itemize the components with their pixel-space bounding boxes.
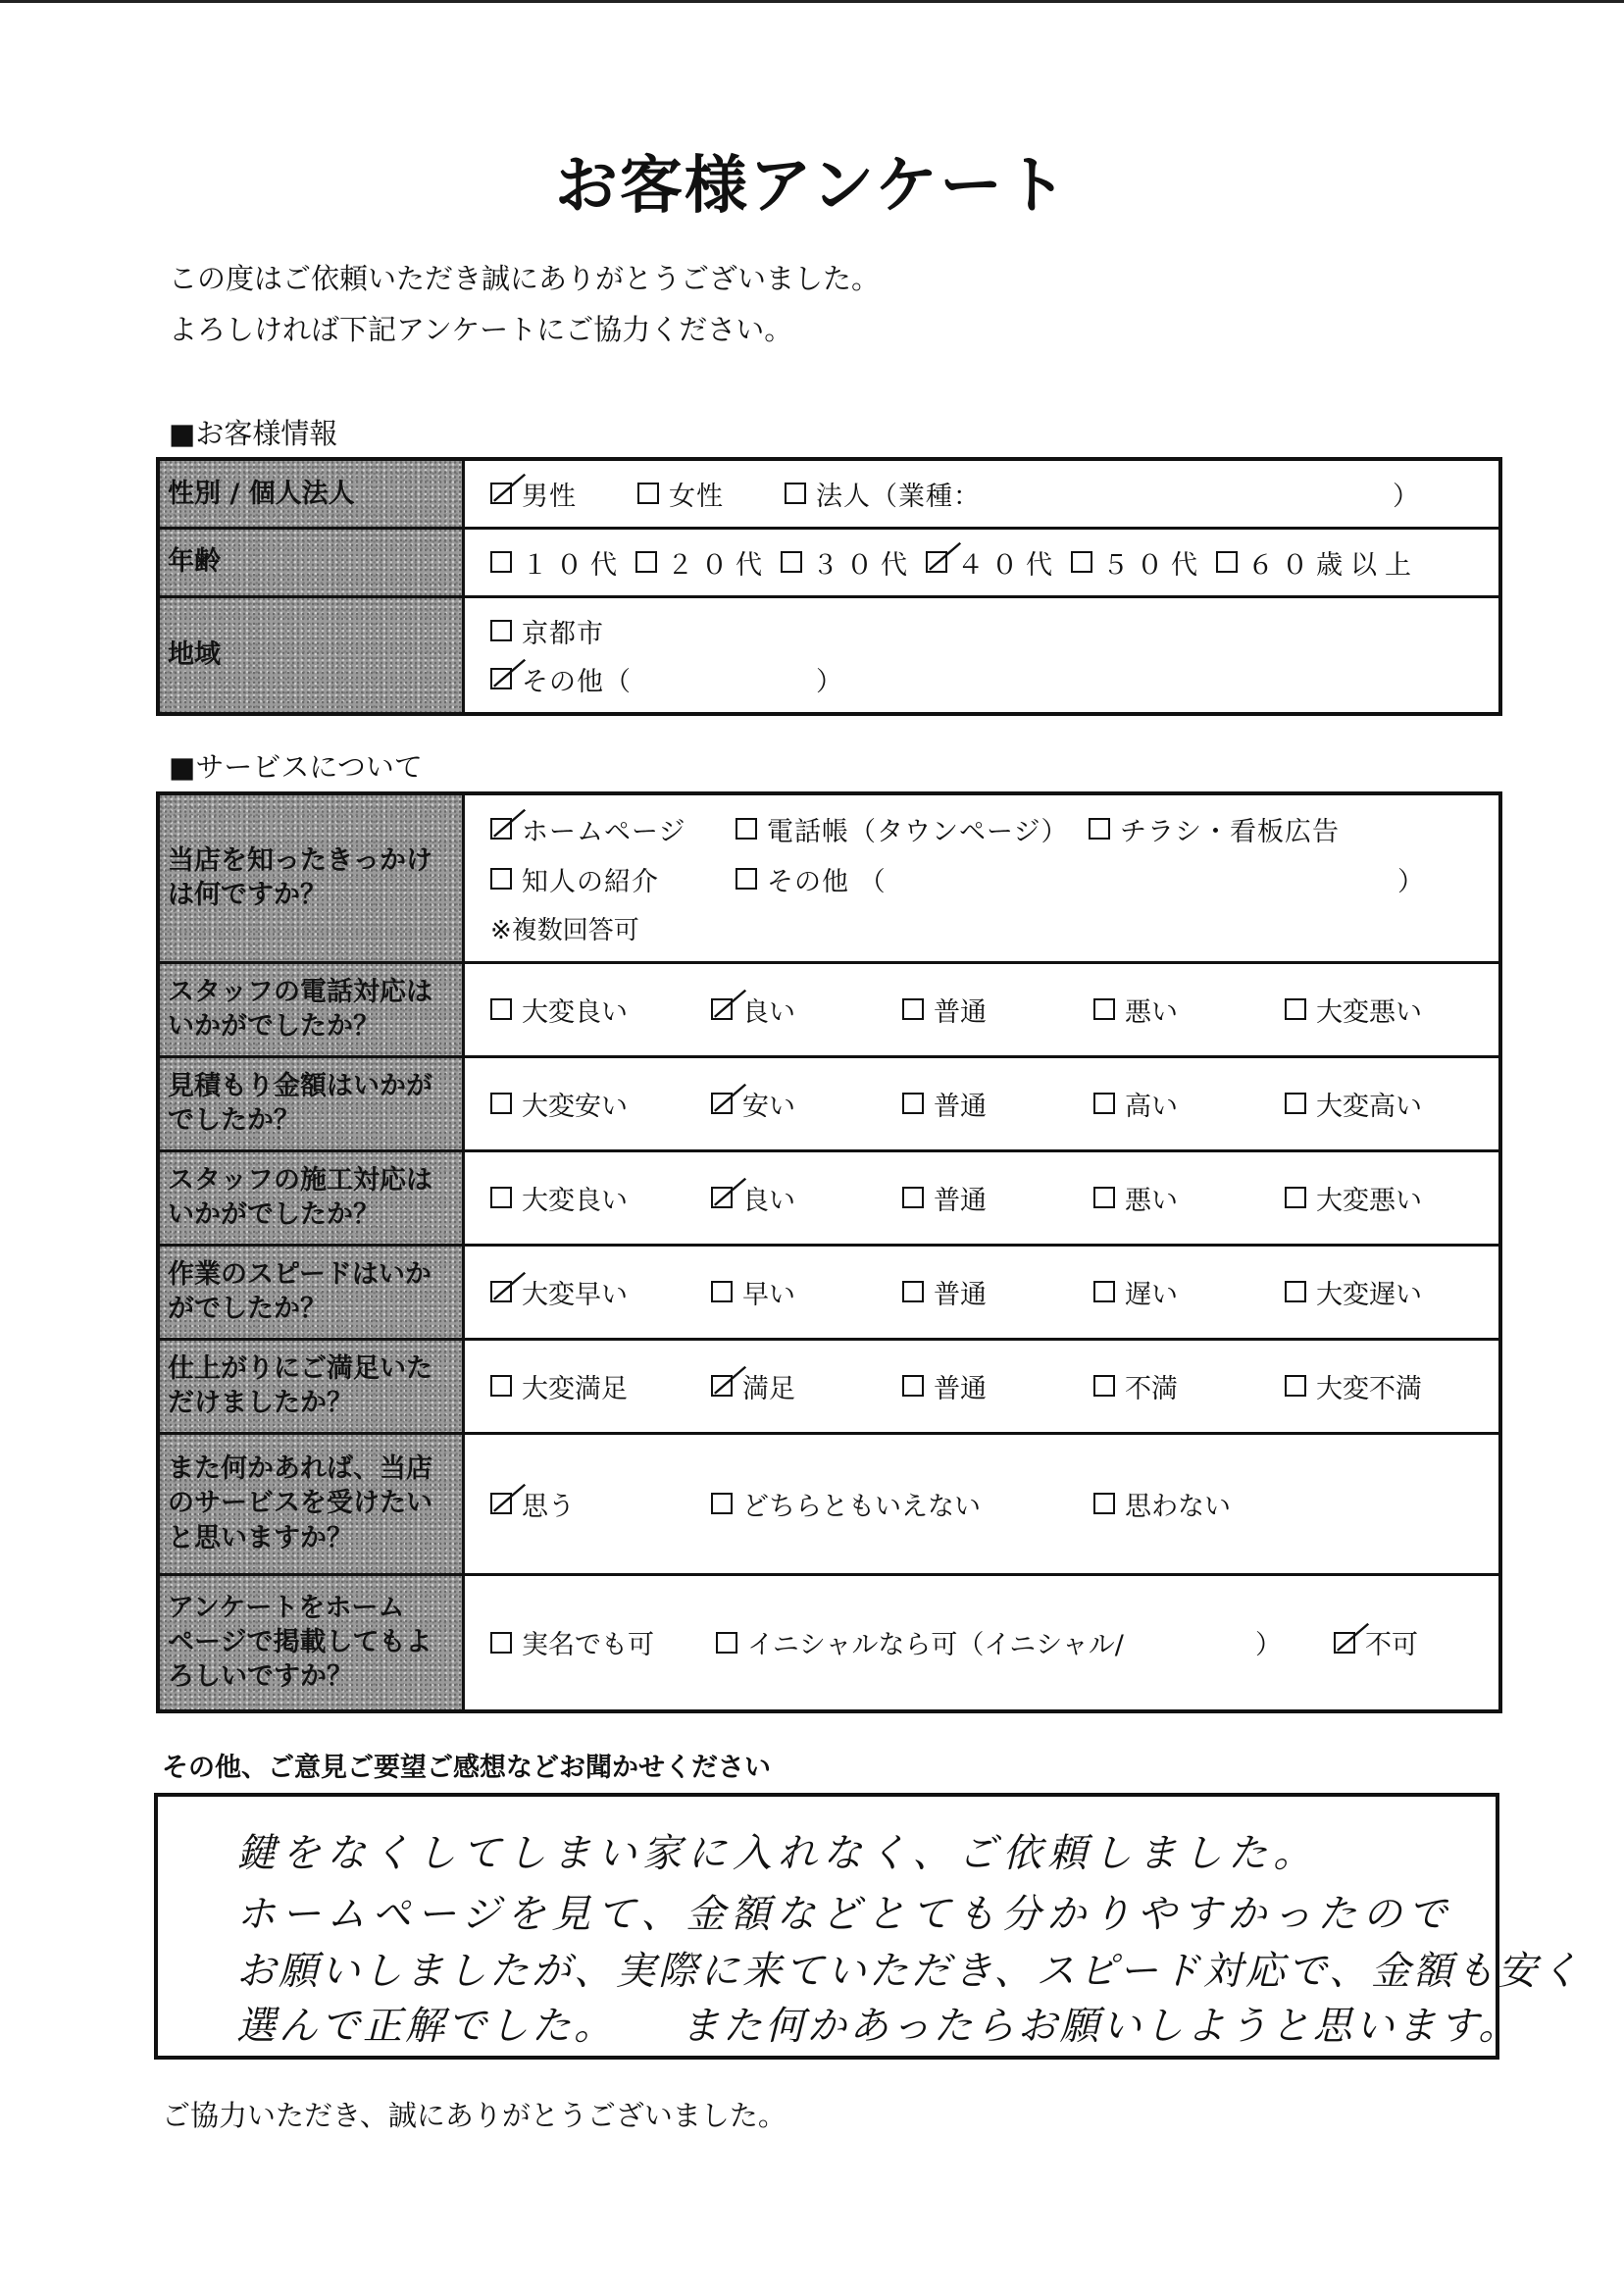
satisfaction-row bbox=[158, 1339, 1500, 1433]
checkbox-checked-icon[interactable] bbox=[490, 1281, 512, 1302]
age-option-50s[interactable]: ５０代 bbox=[1071, 543, 1216, 582]
rating-label-line-2: でしたか？ bbox=[168, 1105, 300, 1136]
rating-label-line-2: だけましたか？ bbox=[168, 1388, 353, 1418]
rating-option[interactable]: 普通 bbox=[902, 991, 1093, 1029]
checkbox-icon[interactable] bbox=[1093, 1093, 1115, 1114]
checkbox-icon[interactable] bbox=[785, 483, 806, 504]
rating-label-line-2: がでしたか？ bbox=[168, 1294, 327, 1324]
publish-permission-row bbox=[158, 1574, 1500, 1711]
checkbox-icon[interactable] bbox=[490, 1375, 512, 1397]
rating-option[interactable]: 大変早い bbox=[490, 1273, 711, 1311]
page-title: お客様アンケート bbox=[554, 150, 1070, 223]
checkbox-icon[interactable] bbox=[716, 1632, 737, 1654]
handwritten-line-3: お願いしましたが、実際に来ていただき、スピード対応で、金額も安く bbox=[236, 1949, 1582, 1994]
rating-option[interactable]: 大変遅い bbox=[1285, 1273, 1476, 1311]
rating-option[interactable]: 普通 bbox=[902, 1273, 1093, 1311]
publish-options bbox=[490, 1623, 1498, 1661]
top-border-line bbox=[0, 0, 1624, 3]
checkbox-checked-icon[interactable] bbox=[490, 668, 512, 689]
service-table bbox=[156, 791, 1502, 1713]
source-options-line-2 bbox=[490, 860, 1498, 898]
checkbox-icon[interactable] bbox=[736, 868, 757, 890]
comments-heading: その他、ご意見ご要望ご感想などお聞かせください bbox=[162, 1753, 771, 1783]
gender-options bbox=[490, 475, 1498, 513]
rating-option[interactable]: 良い bbox=[711, 1179, 902, 1217]
checkbox-icon[interactable] bbox=[490, 998, 512, 1020]
estimate-row bbox=[158, 1056, 1500, 1150]
rating-option[interactable]: 大変高い bbox=[1285, 1085, 1476, 1123]
rating-option[interactable]: 安い bbox=[711, 1085, 902, 1123]
gender-corporate-option[interactable]: 法人（業種： bbox=[785, 475, 1393, 513]
checkbox-icon[interactable] bbox=[1093, 1375, 1115, 1397]
gender-male-option[interactable]: 男性 bbox=[490, 475, 637, 513]
checkbox-icon[interactable] bbox=[1089, 818, 1110, 840]
age-row bbox=[158, 528, 1500, 596]
checkbox-icon[interactable] bbox=[490, 620, 512, 641]
checkbox-checked-icon[interactable] bbox=[711, 1375, 733, 1397]
rating-label-line-1: 作業のスピードはいか bbox=[168, 1258, 431, 1290]
source-label-line-2: は何ですか？ bbox=[168, 880, 327, 911]
source-row bbox=[158, 793, 1500, 962]
checkbox-icon[interactable] bbox=[1285, 1093, 1306, 1114]
source-label-line-1: 当店を知ったきっかけ bbox=[168, 845, 432, 877]
construction-response-row bbox=[158, 1150, 1500, 1245]
age-options bbox=[490, 543, 1498, 582]
checkbox-checked-icon[interactable] bbox=[711, 1187, 733, 1208]
checkbox-checked-icon[interactable] bbox=[1334, 1632, 1355, 1654]
again-label-line-2: のサービスを受けたい bbox=[168, 1488, 432, 1519]
age-option-20s[interactable]: ２０代 bbox=[635, 543, 781, 582]
checkbox-icon[interactable] bbox=[1093, 1187, 1115, 1208]
source-option-referral[interactable]: 知人の紹介 bbox=[490, 860, 736, 898]
again-option-yes[interactable]: 思う bbox=[490, 1485, 711, 1523]
checkbox-icon[interactable] bbox=[1285, 998, 1306, 1020]
checkbox-icon[interactable] bbox=[635, 551, 657, 573]
customer-info-table bbox=[156, 457, 1502, 716]
thank-you-footer: ご協力いただき、誠にありがとうございました。 bbox=[162, 2099, 787, 2132]
phone-response-row bbox=[158, 962, 1500, 1056]
rating-option[interactable]: 悪い bbox=[1093, 1179, 1285, 1217]
checkbox-icon[interactable] bbox=[902, 1281, 924, 1302]
source-option-other[interactable]: その他 （ bbox=[736, 860, 1397, 898]
speed-row bbox=[158, 1245, 1500, 1339]
age-option-30s[interactable]: ３０代 bbox=[781, 543, 926, 582]
rating-option[interactable]: 普通 bbox=[902, 1085, 1093, 1123]
checkbox-icon[interactable] bbox=[781, 551, 802, 573]
again-options bbox=[490, 1485, 1498, 1523]
checkbox-icon[interactable] bbox=[711, 1493, 733, 1514]
handwritten-line-1: 鍵をなくしてしまい家に入れなく、ご依頼しました。 bbox=[236, 1831, 1319, 1876]
publish-close-paren: ） bbox=[1255, 1630, 1282, 1661]
rating-option[interactable]: 大変良い bbox=[490, 1179, 711, 1217]
checkbox-icon[interactable] bbox=[1093, 998, 1115, 1020]
rating-label-line-2: いかがでしたか？ bbox=[168, 1199, 380, 1230]
rating-label-line-1: 仕上がりにご満足いた bbox=[168, 1352, 432, 1384]
checkbox-icon[interactable] bbox=[1216, 551, 1238, 573]
checkbox-icon[interactable] bbox=[736, 818, 757, 840]
checkbox-checked-icon[interactable] bbox=[490, 483, 512, 504]
rating-option[interactable]: 大変悪い bbox=[1285, 991, 1476, 1029]
rating-options bbox=[490, 1085, 1498, 1123]
rating-options bbox=[490, 1273, 1498, 1311]
rating-option[interactable]: 悪い bbox=[1093, 991, 1285, 1029]
rating-option[interactable]: 普通 bbox=[902, 1179, 1093, 1217]
again-label-line-1: また何かあれば、当店 bbox=[168, 1453, 432, 1485]
source-option-phonebook[interactable]: 電話帳（タウンページ） bbox=[736, 810, 1089, 848]
checkbox-icon[interactable] bbox=[902, 998, 924, 1020]
intro-line-1: この度はご依頼いただき誠にありがとうございました。 bbox=[169, 262, 881, 295]
checkbox-icon[interactable] bbox=[902, 1187, 924, 1208]
publish-label-line-2: ページで掲載してもよ bbox=[168, 1627, 432, 1658]
source-option-flyer[interactable]: チラシ・看板広告 bbox=[1089, 810, 1340, 848]
region-row bbox=[158, 596, 1500, 714]
checkbox-icon[interactable] bbox=[1071, 551, 1092, 573]
checkbox-icon[interactable] bbox=[902, 1093, 924, 1114]
region-option-kyoto[interactable]: 京都市 bbox=[490, 612, 1498, 650]
publish-label-line-3: ろしいですか？ bbox=[168, 1661, 353, 1693]
checkbox-checked-icon[interactable] bbox=[711, 1093, 733, 1114]
rating-options bbox=[490, 1367, 1498, 1405]
rating-option[interactable]: 不満 bbox=[1093, 1367, 1285, 1405]
rating-label-line-2: いかがでしたか？ bbox=[168, 1011, 380, 1042]
customer-info-heading: ■お客様情報 bbox=[169, 417, 338, 450]
handwritten-line-4: 選んで正解でした。 また何かあったらお願いしようと思います。 bbox=[236, 2004, 1521, 2049]
rating-option[interactable]: 大変安い bbox=[490, 1085, 711, 1123]
rating-option[interactable]: 良い bbox=[711, 991, 902, 1029]
checkbox-icon[interactable] bbox=[1093, 1493, 1115, 1514]
gender-label: 性別 / 個人法人 bbox=[158, 459, 464, 528]
rating-option[interactable]: 大変悪い bbox=[1285, 1179, 1476, 1217]
gender-close-paren: ） bbox=[1393, 481, 1419, 512]
checkbox-checked-icon[interactable] bbox=[926, 551, 947, 573]
again-option-neutral[interactable]: どちらともいえない bbox=[711, 1485, 1093, 1523]
publish-option-real-name[interactable]: 実名でも可 bbox=[490, 1623, 716, 1661]
publish-option-initials[interactable]: イニシャルなら可（イニシャル/ bbox=[716, 1623, 1255, 1661]
rating-label-line-1: スタッフの施工対応は bbox=[168, 1164, 432, 1196]
checkbox-icon[interactable] bbox=[1285, 1375, 1306, 1397]
publish-label-line-1: アンケートをホーム bbox=[168, 1593, 405, 1624]
age-option-40s[interactable]: ４０代 bbox=[926, 543, 1071, 582]
again-label-line-3: と思いますか？ bbox=[168, 1522, 353, 1553]
region-option-other[interactable]: その他（ ） bbox=[490, 660, 1498, 698]
checkbox-checked-icon[interactable] bbox=[711, 998, 733, 1020]
checkbox-checked-icon[interactable] bbox=[490, 1493, 512, 1514]
checkbox-icon[interactable] bbox=[637, 483, 659, 504]
comments-box[interactable] bbox=[154, 1793, 1582, 2060]
region-label: 地域 bbox=[158, 596, 464, 714]
rating-options bbox=[490, 1179, 1498, 1217]
source-options-line-1 bbox=[490, 810, 1498, 848]
rating-label-line-1: 見積もり金額はいかが bbox=[168, 1070, 432, 1101]
age-label: 年齢 bbox=[158, 528, 464, 596]
again-option-no[interactable]: 思わない bbox=[1093, 1485, 1231, 1523]
source-close-paren: ） bbox=[1397, 866, 1424, 897]
source-option-homepage[interactable]: ホームページ bbox=[490, 810, 736, 848]
rating-option[interactable]: 普通 bbox=[902, 1367, 1093, 1405]
checkbox-icon[interactable] bbox=[490, 868, 512, 890]
rating-option[interactable]: 大変不満 bbox=[1285, 1367, 1476, 1405]
gender-row bbox=[158, 459, 1500, 528]
checkbox-icon[interactable] bbox=[902, 1375, 924, 1397]
multiple-answers-note: ※複数回答可 bbox=[490, 915, 639, 945]
checkbox-checked-icon[interactable] bbox=[490, 818, 512, 840]
intro-line-2: よろしければ下記アンケートにご協力ください。 bbox=[169, 313, 793, 346]
rating-option[interactable]: 遅い bbox=[1093, 1273, 1285, 1311]
checkbox-icon[interactable] bbox=[1285, 1187, 1306, 1208]
gender-female-option[interactable]: 女性 bbox=[637, 475, 785, 513]
handwritten-line-2: ホームページを見て、金額などとても分かりやすかったので bbox=[236, 1892, 1453, 1937]
service-heading: ■サービスについて bbox=[169, 750, 423, 784]
region-close-paren: ） bbox=[816, 666, 842, 697]
publish-option-not-allowed[interactable]: 不可 bbox=[1334, 1623, 1418, 1661]
checkbox-icon[interactable] bbox=[1093, 1281, 1115, 1302]
checkbox-icon[interactable] bbox=[490, 551, 512, 573]
checkbox-icon[interactable] bbox=[490, 1093, 512, 1114]
rating-option[interactable]: 満足 bbox=[711, 1367, 902, 1405]
rating-option[interactable]: 大変満足 bbox=[490, 1367, 711, 1405]
rating-label-line-1: スタッフの電話対応は bbox=[168, 976, 432, 1007]
rating-option[interactable]: 高い bbox=[1093, 1085, 1285, 1123]
checkbox-icon[interactable] bbox=[490, 1632, 512, 1654]
checkbox-icon[interactable] bbox=[490, 1187, 512, 1208]
checkbox-icon[interactable] bbox=[1285, 1281, 1306, 1302]
age-option-60plus[interactable]: ６０歳以上 bbox=[1216, 543, 1419, 582]
rating-option[interactable]: 大変良い bbox=[490, 991, 711, 1029]
rating-option[interactable]: 早い bbox=[711, 1273, 902, 1311]
return-intent-row bbox=[158, 1433, 1500, 1574]
rating-options bbox=[490, 991, 1498, 1029]
checkbox-icon[interactable] bbox=[711, 1281, 733, 1302]
age-option-10s[interactable]: １０代 bbox=[490, 543, 635, 582]
